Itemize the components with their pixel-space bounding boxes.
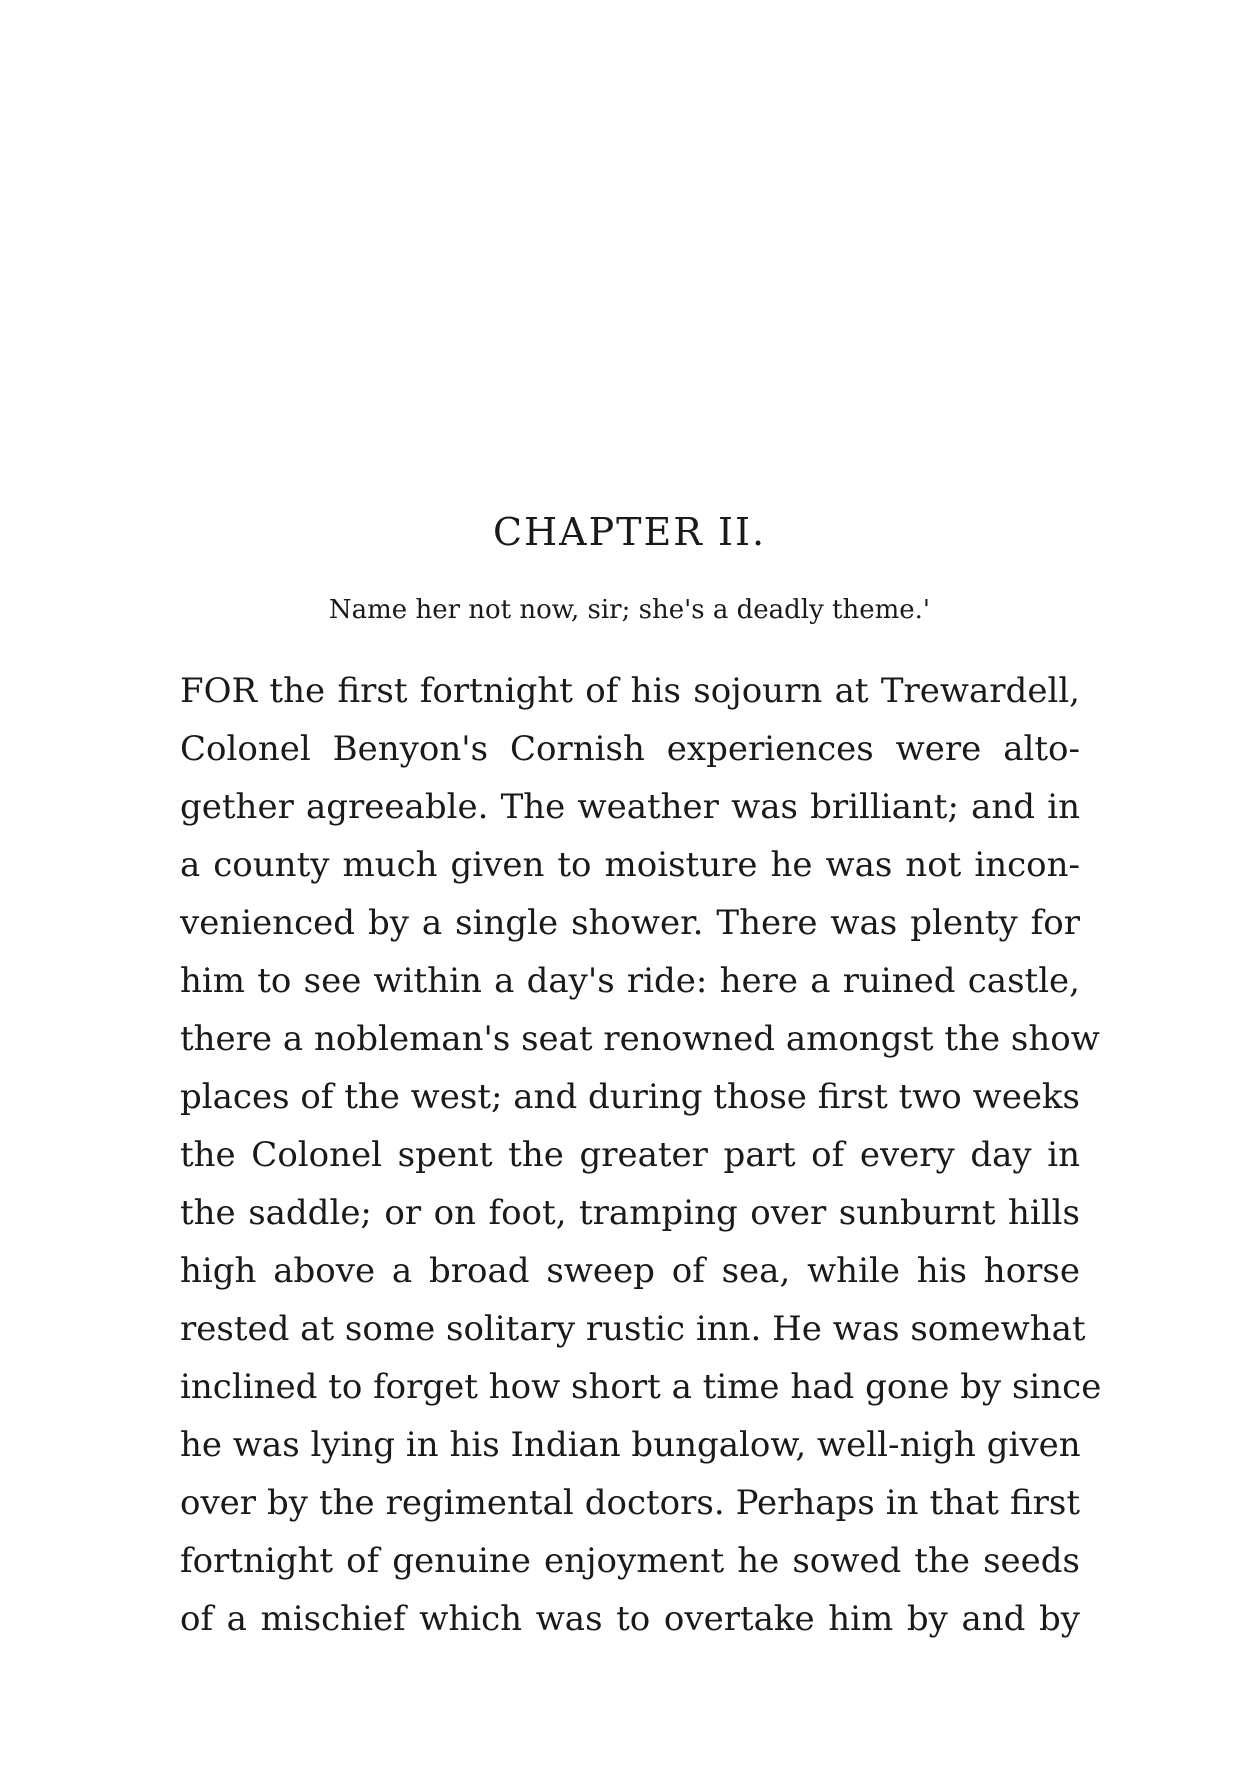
epigraph: Name her not now, sir; she's a deadly theme.': [328, 595, 931, 625]
text-line: venienced by a single shower. There was plenty for: [180, 903, 1080, 943]
text-line: places of the west; and during those first two weeks: [180, 1077, 1080, 1117]
text-line: high above a broad sweep of sea, while his horse: [180, 1251, 1080, 1291]
text-line: he was lying in his Indian bungalow, well-nigh given: [180, 1425, 1081, 1465]
text-line: of a mischief which was to overtake him by and by: [180, 1599, 1080, 1639]
text-line: FOR the first fortnight of his sojourn at Trewardell,: [180, 671, 1080, 711]
body-text: [180, 662, 1102, 1648]
text-line: Colonel Benyon's Cornish experiences were alto-: [180, 729, 1080, 769]
text-line: there a nobleman's seat renowned amongst the show: [180, 1019, 1100, 1059]
text-line: him to see within a day's ride: here a ruined castle,: [180, 961, 1080, 1001]
text-line: rested at some solitary rustic inn. He was somewhat: [180, 1309, 1086, 1349]
text-line: the Colonel spent the greater part of every day in: [180, 1135, 1080, 1175]
text-line: inclined to forget how short a time had gone by since: [180, 1367, 1102, 1407]
text-line: a county much given to moisture he was not incon-: [180, 845, 1080, 885]
text-line: fortnight of genuine enjoyment he sowed the seeds: [180, 1541, 1080, 1581]
chapter-title: CHAPTER II.: [492, 510, 767, 554]
text-line: gether agreeable. The weather was brilliant; and in: [180, 787, 1080, 827]
text-line: the saddle; or on foot, tramping over sunburnt hills: [180, 1193, 1080, 1233]
text-line: over by the regimental doctors. Perhaps in that first: [180, 1483, 1080, 1523]
